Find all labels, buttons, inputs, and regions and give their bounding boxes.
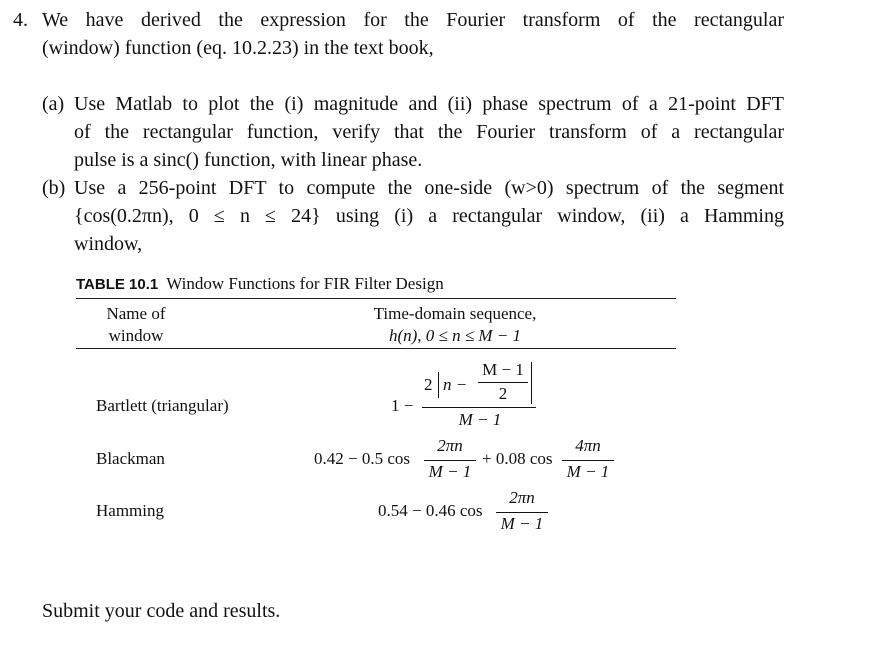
bartlett-main-fraction-bar	[422, 407, 536, 408]
hamming-frac1-num: 2πn	[509, 488, 535, 507]
blackman-frac2-den: M − 1	[566, 462, 610, 481]
table-header-rule	[76, 348, 676, 349]
col1-header-line-1: Name of	[106, 304, 166, 323]
col2-header-line-1: Time-domain sequence,	[373, 304, 537, 323]
table-row-name-bartlett: Bartlett (triangular)	[96, 396, 229, 415]
blackman-frac2-num: 4πn	[575, 436, 601, 455]
bartlett-abs-left-bar	[438, 372, 439, 398]
blackman-frac1-den: M − 1	[428, 462, 472, 481]
part-a-line-2: of the rectangular function, verify that the Fourier transform of a rectangular	[74, 121, 784, 143]
bartlett-num-2: 2	[424, 375, 433, 394]
bartlett-lead: 1 −	[391, 396, 414, 415]
bartlett-abs-right-bar	[531, 362, 532, 404]
question-intro-line-1: We have derived the expression for the Fourier transform of the rectangular	[42, 9, 784, 31]
question-number: 4.	[13, 9, 28, 31]
bartlett-num-n: n −	[443, 375, 468, 394]
part-b-line-2: {cos(0.2πn), 0 ≤ n ≤ 24} using (i) a rectangular window, (ii) a Hamming	[74, 205, 784, 227]
table-row-name-blackman: Blackman	[96, 449, 165, 468]
table-label: TABLE 10.1	[76, 276, 159, 293]
submit-instruction: Submit your code and results.	[42, 600, 281, 622]
blackman-frac1-bar	[424, 460, 476, 461]
bartlett-inner-den: 2	[498, 384, 508, 403]
part-b-label: (b)	[42, 177, 66, 199]
part-b-line-3: window,	[74, 233, 143, 255]
part-a-line-3: pulse is a sinc() function, with linear phase.	[74, 149, 423, 171]
table-top-rule	[76, 298, 676, 299]
col2-header	[330, 303, 580, 347]
blackman-frac1-num: 2πn	[437, 436, 463, 455]
bartlett-inner-num: M − 1	[482, 360, 524, 379]
part-a-label: (a)	[42, 93, 65, 115]
blackman-part2: + 0.08 cos	[482, 449, 553, 468]
part-a-line-1: Use Matlab to plot the (i) magnitude and (ii) phase spectrum of a 21-point DFT	[74, 93, 784, 115]
col2-header-line-2: h(n), 0 ≤ n ≤ M − 1	[388, 326, 522, 345]
table-title	[76, 274, 444, 294]
table-caption: Window Functions for FIR Filter Design	[166, 274, 444, 293]
hamming-part1: 0.54 − 0.46 cos	[378, 501, 483, 520]
table-row-name-hamming: Hamming	[96, 501, 164, 520]
question-intro-line-2: (window) function (eq. 10.2.23) in the text book,	[42, 37, 434, 59]
hamming-frac1-bar	[496, 512, 548, 513]
col1-header	[96, 303, 176, 347]
bartlett-inner-fraction-bar	[478, 382, 528, 383]
blackman-frac2-bar	[562, 460, 614, 461]
bartlett-den: M − 1	[458, 410, 502, 429]
part-b-line-1: Use a 256-point DFT to compute the one-side (w>0) spectrum of the segment	[74, 177, 784, 199]
hamming-frac1-den: M − 1	[500, 514, 544, 533]
blackman-part1: 0.42 − 0.5 cos	[314, 449, 410, 468]
col1-header-line-2: window	[108, 326, 164, 345]
